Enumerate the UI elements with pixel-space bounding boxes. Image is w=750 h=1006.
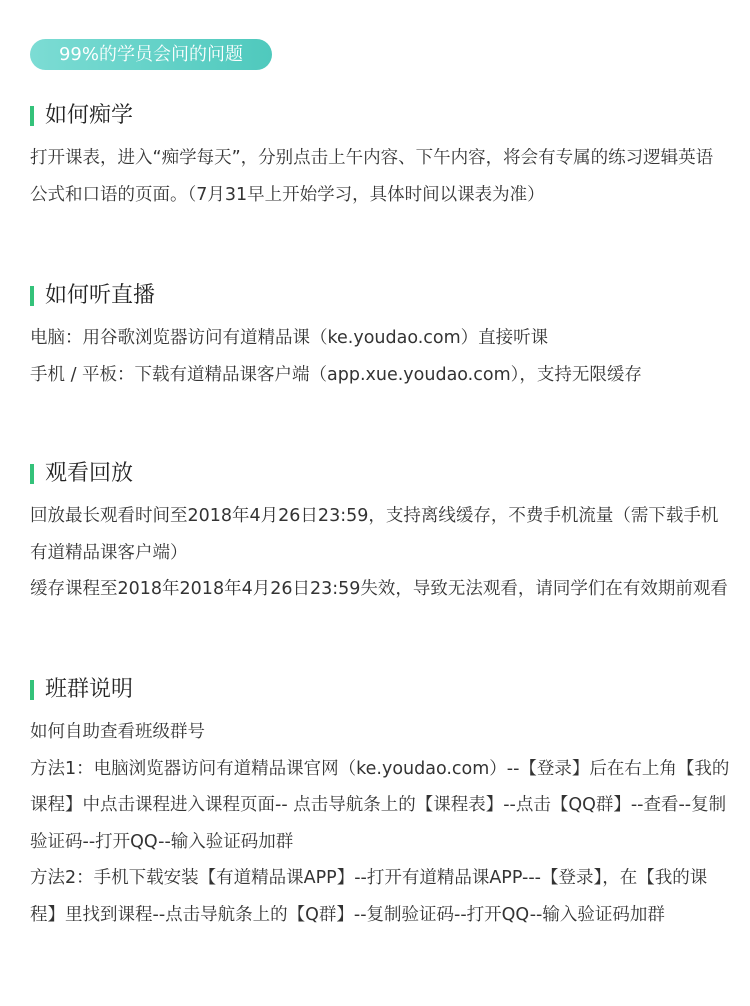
section-body (30, 714, 730, 933)
section-accent-bar (30, 680, 34, 700)
section-title (30, 675, 730, 705)
section-paragraph: 如何自助查看班级群号 (30, 722, 205, 742)
section-paragraph: 方法2：手机下载安装【有道精品课APP】--打开有道精品课APP---【登录】，在【我的课程】里找到课程--点击导航条上的【Q群】--复制验证码--打开QQ--输入验证码加群 (30, 868, 708, 925)
section-paragraph: 手机 / 平板：下载有道精品课客户端（app.xue.youdao.com），支持无限缓存 (30, 364, 642, 385)
section-paragraph: 打开课表，进入“痴学每天”，分别点击上午内容、下午内容，将会有专属的练习逻辑英语公式和口语的页面。（7月31早上开始学习，具体时间以课表为准） (30, 148, 714, 205)
section-title (30, 101, 730, 131)
section-title-text: 如何痴学 (45, 103, 134, 128)
section-replay (30, 459, 730, 608)
section-title (30, 281, 730, 311)
section-title (30, 459, 730, 489)
faq-header-pill: 99%的学员会问的问题 (30, 39, 272, 70)
section-class-group (30, 675, 730, 933)
section-paragraph: 回放最长观看时间至2018年4月26日23:59，支持离线缓存，不费手机流量（需下载手机有道精品课客户端） (30, 506, 719, 563)
section-paragraph: 缓存课程至2018年2018年4月26日23:59失效，导致无法观看，请同学们在有效期前观看 (30, 579, 728, 599)
section-how-to-study (30, 101, 730, 213)
section-title-text: 如何听直播 (45, 283, 156, 308)
section-paragraph: 方法1：电脑浏览器访问有道精品课官网（ke.youdao.com）--【登录】后在右上角【我的课程】中点击课程进入课程页面-- 点击导航条上的【课程表】--点击【QQ群】--查看--复制验证码--打开QQ--输入验证码加群 (30, 758, 730, 852)
section-title-text: 班群说明 (45, 677, 134, 702)
section-paragraph: 电脑：用谷歌浏览器访问有道精品课（ke.youdao.com）直接听课 (30, 328, 549, 348)
section-title-text: 观看回放 (45, 461, 134, 486)
section-accent-bar (30, 286, 34, 306)
section-accent-bar (30, 464, 34, 484)
section-body (30, 498, 730, 608)
section-body (30, 320, 730, 393)
section-body (30, 140, 730, 213)
section-accent-bar (30, 106, 34, 126)
section-how-to-watch-live (30, 281, 730, 393)
